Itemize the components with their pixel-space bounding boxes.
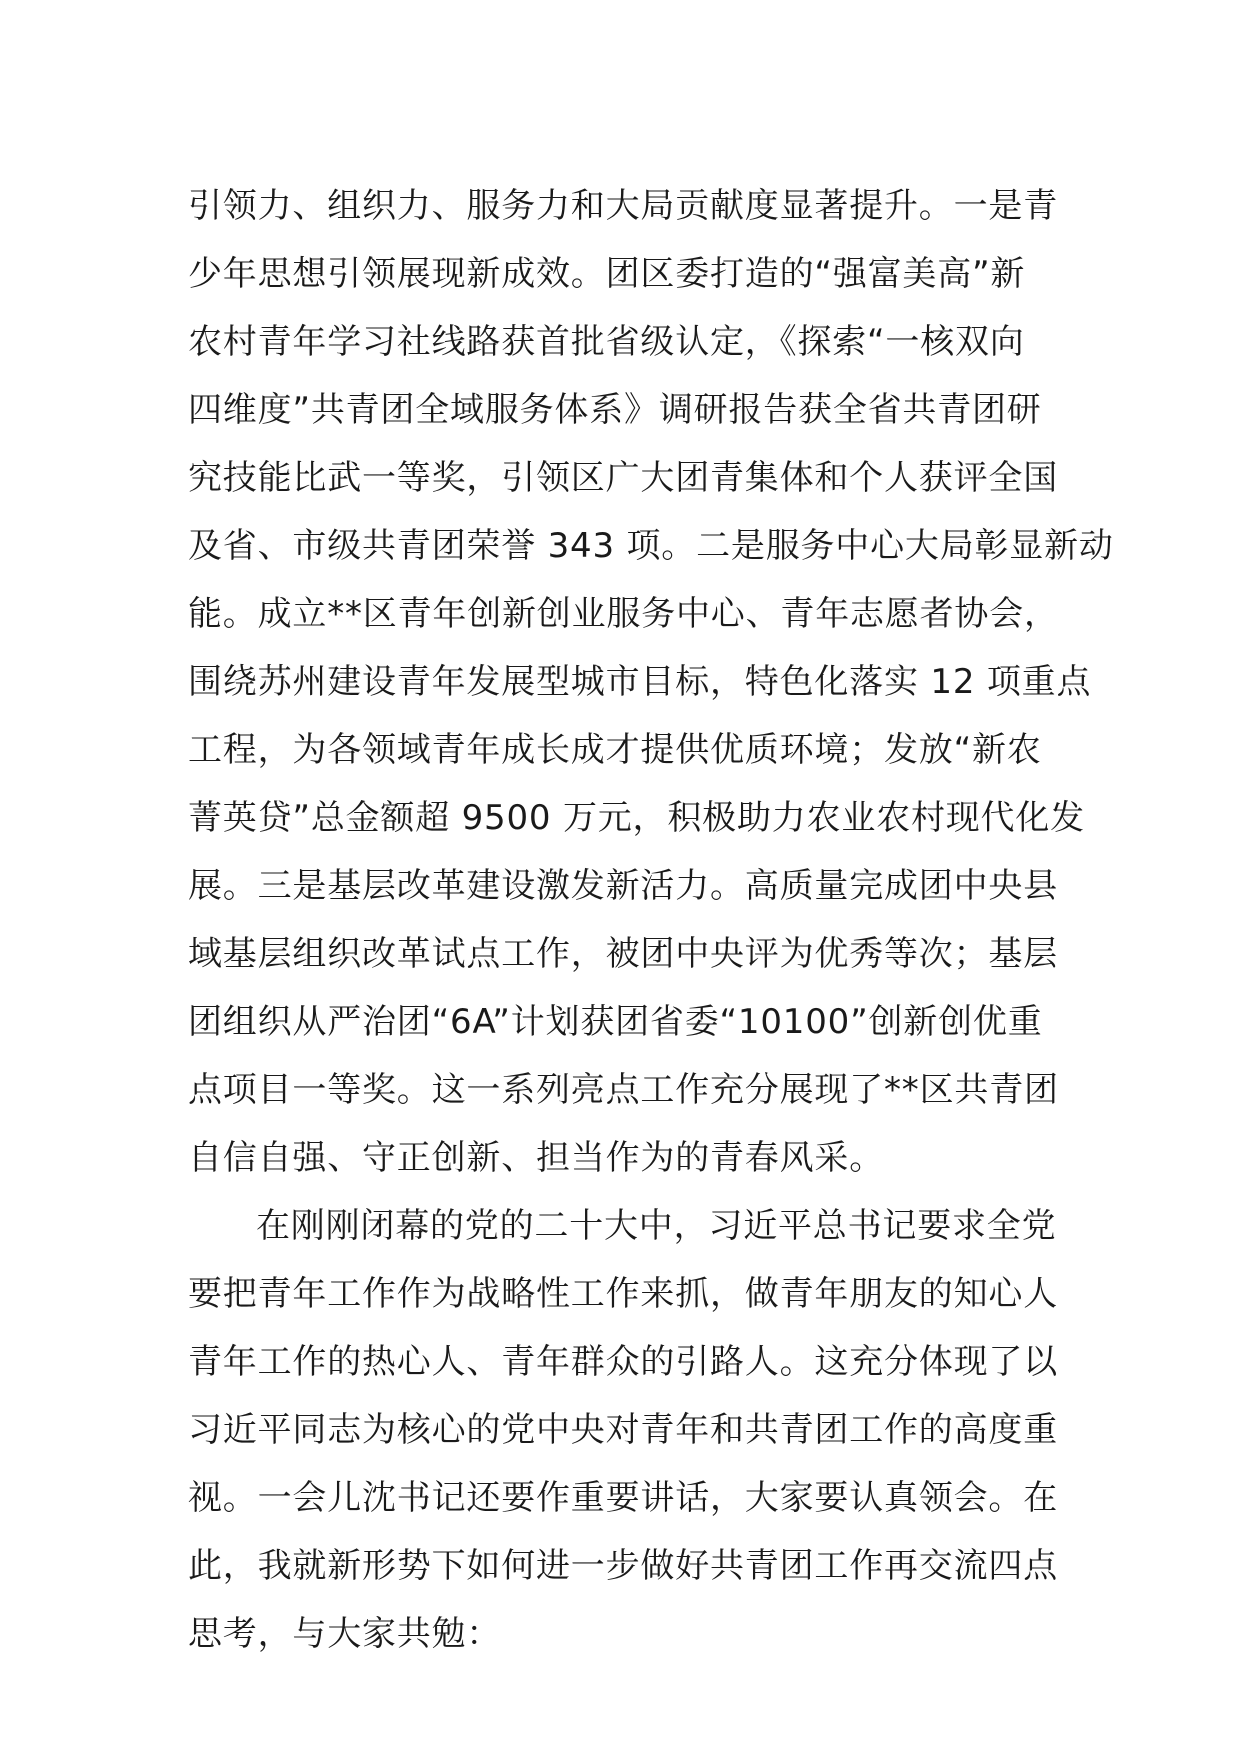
text-line: 工程，为各领域青年成长成才提供优质环境；发放“新农 [188, 730, 1042, 770]
text-line: 菁英贷”总金额超 9500 万元，积极助力农业农村现代化发 [188, 798, 1085, 838]
body-text [188, 172, 1114, 1668]
text-line: 围绕苏州建设青年发展型城市目标，特色化落实 12 项重点 [188, 662, 1092, 702]
paragraph-1 [188, 172, 1114, 1192]
text-line: 引领力、组织力、服务力和大局贡献度显著提升。一是青 [188, 186, 1058, 226]
text-line: 团组织从严治团“6A”计划获团省委“10100”创新创优重 [188, 1002, 1043, 1042]
text-line: 究技能比武一等奖，引领区广大团青集体和个人获评全国 [188, 458, 1058, 498]
text-line: 思考，与大家共勉： [188, 1614, 502, 1654]
text-line: 在刚刚闭幕的党的二十大中，习近平总书记要求全党 [256, 1206, 1057, 1246]
text-line: 要把青年工作作为战略性工作来抓，做青年朋友的知心人 [188, 1274, 1058, 1314]
text-line: 及省、市级共青团荣誉 343 项。二是服务中心大局彰显新动 [188, 526, 1114, 566]
text-line: 青年工作的热心人、青年群众的引路人。这充分体现了以 [188, 1342, 1058, 1382]
text-line: 自信自强、守正创新、担当作为的青春风采。 [188, 1138, 884, 1178]
text-line: 农村青年学习社线路获首批省级认定，《探索“一核双向 [188, 322, 1025, 362]
text-line: 四维度”共青团全域服务体系》调研报告获全省共青团研 [188, 390, 1042, 430]
text-line: 展。三是基层改革建设激发新活力。高质量完成团中央县 [188, 866, 1058, 906]
text-line: 习近平同志为核心的党中央对青年和共青团工作的高度重 [188, 1410, 1058, 1450]
text-line: 域基层组织改革试点工作，被团中央评为优秀等次；基层 [188, 934, 1058, 974]
text-line: 视。一会儿沈书记还要作重要讲话，大家要认真领会。在 [188, 1478, 1058, 1518]
text-line: 少年思想引领展现新成效。团区委打造的“强富美高”新 [188, 254, 1026, 294]
text-line: 点项目一等奖。这一系列亮点工作充分展现了**区共青团 [188, 1070, 1059, 1110]
text-line: 此，我就新形势下如何进一步做好共青团工作再交流四点 [188, 1546, 1058, 1586]
paragraph-2 [188, 1192, 1068, 1668]
text-line: 能。成立**区青年创新创业服务中心、青年志愿者协会， [188, 594, 1059, 634]
